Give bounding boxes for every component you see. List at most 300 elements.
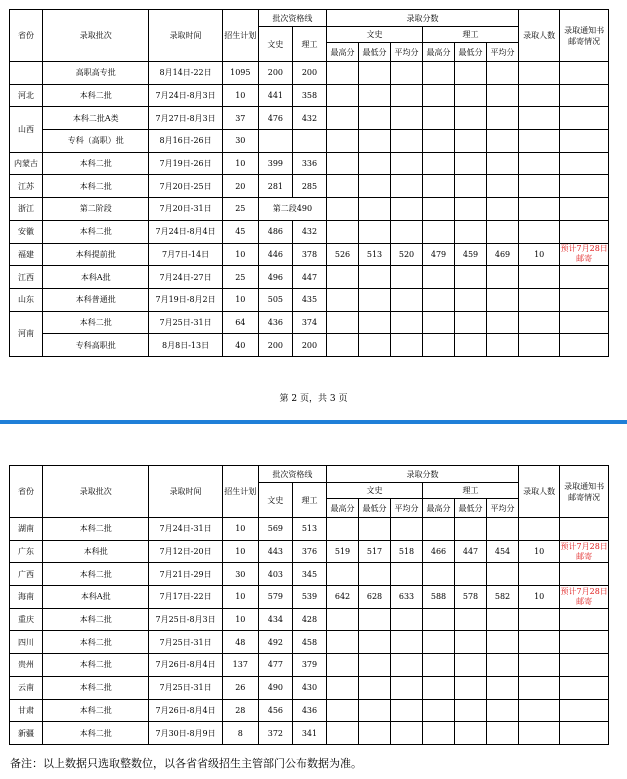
header-wen-max: 最高分 xyxy=(327,43,359,62)
batch-cell: 本科二批 xyxy=(43,518,149,541)
table-row xyxy=(10,220,609,243)
score-cell xyxy=(423,654,455,677)
score-cell xyxy=(359,175,391,198)
line-wen-cell: 441 xyxy=(258,84,292,107)
batch-cell: 高职高专批 xyxy=(43,62,149,85)
header-line-wen: 文史 xyxy=(258,27,292,62)
score-cell xyxy=(487,608,519,631)
time-cell: 7月26日-8月4日 xyxy=(149,699,222,722)
score-cell xyxy=(359,676,391,699)
line-wen-cell: 403 xyxy=(258,563,292,586)
score-cell: 518 xyxy=(391,540,423,563)
score-cell xyxy=(487,107,519,130)
plan-cell: 28 xyxy=(222,699,258,722)
score-cell xyxy=(455,175,487,198)
batch-cell: 本科A批 xyxy=(43,586,149,609)
province-cell: 甘肃 xyxy=(10,699,43,722)
header-li-min: 最低分 xyxy=(455,43,487,62)
notice-cell xyxy=(560,130,609,153)
header-batch: 录取批次 xyxy=(43,10,149,62)
plan-cell: 30 xyxy=(222,563,258,586)
header-line-li: 理工 xyxy=(292,27,326,62)
admitted-count-cell xyxy=(519,563,560,586)
line-li-cell xyxy=(292,130,326,153)
table-row xyxy=(10,311,609,334)
plan-cell: 10 xyxy=(222,586,258,609)
score-cell xyxy=(455,676,487,699)
plan-cell: 10 xyxy=(222,518,258,541)
plan-cell: 64 xyxy=(222,311,258,334)
score-cell xyxy=(327,198,359,221)
score-cell xyxy=(327,334,359,357)
score-cell xyxy=(487,62,519,85)
batch-cell: 本科提前批 xyxy=(43,243,149,266)
province-cell: 安徽 xyxy=(10,220,43,243)
admitted-count-cell xyxy=(519,608,560,631)
score-cell xyxy=(487,563,519,586)
header-province: 省份 xyxy=(10,10,43,62)
province-cell: 海南 xyxy=(10,586,43,609)
score-cell xyxy=(455,107,487,130)
time-cell: 7月12日-20日 xyxy=(149,540,222,563)
notice-cell xyxy=(560,266,609,289)
score-cell xyxy=(487,288,519,311)
admitted-count-cell xyxy=(519,722,560,745)
line-li-cell: 435 xyxy=(292,288,326,311)
plan-cell: 26 xyxy=(222,676,258,699)
score-cell xyxy=(391,220,423,243)
time-cell: 7月19日-26日 xyxy=(149,152,222,175)
line-wen-cell: 456 xyxy=(258,699,292,722)
table-row xyxy=(10,62,609,85)
admitted-count-cell: 10 xyxy=(519,243,560,266)
province-cell: 浙江 xyxy=(10,198,43,221)
score-cell xyxy=(359,334,391,357)
header-time: 录取时间 xyxy=(149,466,222,518)
line-li-cell: 447 xyxy=(292,266,326,289)
admitted-count-cell xyxy=(519,288,560,311)
admitted-count-cell xyxy=(519,266,560,289)
notice-cell xyxy=(560,654,609,677)
header-notice-mailing: 录取通知书邮寄情况 xyxy=(560,10,609,62)
line-wen-cell: 496 xyxy=(258,266,292,289)
notice-cell xyxy=(560,518,609,541)
score-cell xyxy=(391,722,423,745)
table-row xyxy=(10,586,609,609)
line-li-cell: 374 xyxy=(292,311,326,334)
province-cell: 新疆 xyxy=(10,722,43,745)
province-cell: 江西 xyxy=(10,266,43,289)
score-cell xyxy=(359,84,391,107)
header-li-avg: 平均分 xyxy=(487,499,519,518)
line-li-cell: 336 xyxy=(292,152,326,175)
line-li-cell: 513 xyxy=(292,518,326,541)
score-cell xyxy=(487,518,519,541)
batch-cell: 本科二批 xyxy=(43,311,149,334)
plan-cell: 10 xyxy=(222,288,258,311)
score-cell xyxy=(359,198,391,221)
province-cell: 山西 xyxy=(10,107,43,152)
line-li-cell: 430 xyxy=(292,676,326,699)
score-cell xyxy=(455,563,487,586)
batch-cell: 专科（高职）批 xyxy=(43,130,149,153)
header-li-min: 最低分 xyxy=(455,499,487,518)
header-plan: 招生计划 xyxy=(222,466,258,518)
score-cell xyxy=(423,175,455,198)
table-row xyxy=(10,722,609,745)
time-cell: 7月24日-31日 xyxy=(149,518,222,541)
score-cell xyxy=(327,654,359,677)
time-cell: 7月24日-27日 xyxy=(149,266,222,289)
score-cell xyxy=(327,130,359,153)
score-cell xyxy=(327,220,359,243)
score-cell xyxy=(327,518,359,541)
score-cell xyxy=(455,631,487,654)
province-cell: 广东 xyxy=(10,540,43,563)
score-cell xyxy=(359,608,391,631)
time-cell: 7月25日-31日 xyxy=(149,676,222,699)
admission-table-page-2 xyxy=(9,9,609,357)
admission-table-page-3 xyxy=(9,465,609,745)
province-cell: 山东 xyxy=(10,288,43,311)
score-cell xyxy=(487,130,519,153)
header-province: 省份 xyxy=(10,466,43,518)
header-qualification-line: 批次资格线 xyxy=(258,466,326,483)
admitted-count-cell xyxy=(519,631,560,654)
table-row xyxy=(10,152,609,175)
score-cell xyxy=(455,198,487,221)
score-cell xyxy=(487,84,519,107)
score-cell: 454 xyxy=(487,540,519,563)
line-wen-cell: 443 xyxy=(258,540,292,563)
plan-cell: 10 xyxy=(222,152,258,175)
score-cell xyxy=(423,722,455,745)
score-cell xyxy=(359,130,391,153)
header-wen-min: 最低分 xyxy=(359,43,391,62)
header-time: 录取时间 xyxy=(149,10,222,62)
time-cell: 7月20日-25日 xyxy=(149,175,222,198)
line-wen-cell: 372 xyxy=(258,722,292,745)
score-cell xyxy=(327,608,359,631)
header-plan: 招生计划 xyxy=(222,10,258,62)
score-cell: 513 xyxy=(359,243,391,266)
line-li-cell: 200 xyxy=(292,62,326,85)
score-cell xyxy=(487,220,519,243)
header-li-avg: 平均分 xyxy=(487,43,519,62)
admitted-count-cell xyxy=(519,107,560,130)
batch-cell: 本科普通批 xyxy=(43,288,149,311)
batch-cell: 第二阶段 xyxy=(43,198,149,221)
table-row xyxy=(10,175,609,198)
score-cell xyxy=(359,699,391,722)
score-cell xyxy=(391,699,423,722)
admitted-count-cell xyxy=(519,130,560,153)
score-cell: 588 xyxy=(423,586,455,609)
plan-cell: 10 xyxy=(222,608,258,631)
score-cell xyxy=(359,62,391,85)
time-cell: 7月26日-8月4日 xyxy=(149,654,222,677)
batch-cell: 本科二批 xyxy=(43,84,149,107)
time-cell: 7月25日-31日 xyxy=(149,631,222,654)
score-cell xyxy=(391,288,423,311)
score-cell: 459 xyxy=(455,243,487,266)
batch-cell: 本科二批 xyxy=(43,175,149,198)
plan-cell: 45 xyxy=(222,220,258,243)
score-cell xyxy=(423,107,455,130)
score-cell xyxy=(391,563,423,586)
line-li-cell: 358 xyxy=(292,84,326,107)
notice-cell xyxy=(560,175,609,198)
plan-cell: 25 xyxy=(222,198,258,221)
notice-cell xyxy=(560,334,609,357)
time-cell: 7月25日-8月3日 xyxy=(149,608,222,631)
score-cell xyxy=(487,334,519,357)
admitted-count-cell xyxy=(519,62,560,85)
province-cell: 四川 xyxy=(10,631,43,654)
score-cell xyxy=(327,62,359,85)
notice-cell xyxy=(560,198,609,221)
batch-cell: 本科二批 xyxy=(43,654,149,677)
score-cell xyxy=(487,175,519,198)
score-cell: 520 xyxy=(391,243,423,266)
table-row xyxy=(10,107,609,130)
score-cell xyxy=(327,676,359,699)
score-cell xyxy=(423,518,455,541)
line-wen-cell: 200 xyxy=(258,62,292,85)
admitted-count-cell xyxy=(519,654,560,677)
score-cell xyxy=(359,722,391,745)
header-qualification-line: 批次资格线 xyxy=(258,10,326,27)
score-cell xyxy=(423,220,455,243)
score-cell xyxy=(423,563,455,586)
header-line-li: 理工 xyxy=(292,483,326,518)
score-cell xyxy=(487,311,519,334)
notice-cell xyxy=(560,62,609,85)
line-li-cell: 379 xyxy=(292,654,326,677)
line-wen-cell: 505 xyxy=(258,288,292,311)
footnote: 备注：以上数据只选取整数位，以各省省级招生主管部门公布数据为准。 xyxy=(10,757,362,770)
plan-cell: 30 xyxy=(222,130,258,153)
province-cell: 河南 xyxy=(10,311,43,356)
admitted-count-cell xyxy=(519,334,560,357)
score-cell xyxy=(327,152,359,175)
table-row xyxy=(10,699,609,722)
header-score-li: 理工 xyxy=(423,27,519,43)
score-cell xyxy=(487,699,519,722)
header-li-max: 最高分 xyxy=(423,499,455,518)
score-cell xyxy=(359,266,391,289)
province-cell: 内蒙古 xyxy=(10,152,43,175)
score-cell xyxy=(455,130,487,153)
line-li-cell: 378 xyxy=(292,243,326,266)
batch-cell: 本科A批 xyxy=(43,266,149,289)
score-cell: 526 xyxy=(327,243,359,266)
score-cell xyxy=(487,152,519,175)
table-row xyxy=(10,243,609,266)
score-cell xyxy=(423,266,455,289)
score-cell xyxy=(391,198,423,221)
line-li-cell: 428 xyxy=(292,608,326,631)
time-cell: 7月30日-8月9日 xyxy=(149,722,222,745)
score-cell: 479 xyxy=(423,243,455,266)
time-cell: 8月14日-22日 xyxy=(149,62,222,85)
score-cell xyxy=(327,631,359,654)
score-cell xyxy=(391,311,423,334)
table-row xyxy=(10,676,609,699)
score-cell: 466 xyxy=(423,540,455,563)
admitted-count-cell xyxy=(519,311,560,334)
line-wen-cell: 477 xyxy=(258,654,292,677)
score-cell: 469 xyxy=(487,243,519,266)
time-cell: 7月24日-8月4日 xyxy=(149,220,222,243)
score-cell xyxy=(359,654,391,677)
plan-cell: 25 xyxy=(222,266,258,289)
score-cell xyxy=(327,107,359,130)
table-row xyxy=(10,334,609,357)
score-cell xyxy=(423,198,455,221)
batch-cell: 本科二批 xyxy=(43,152,149,175)
table-row xyxy=(10,608,609,631)
batch-cell: 本科二批A类 xyxy=(43,107,149,130)
header-notice-mailing: 录取通知书邮寄情况 xyxy=(560,466,609,518)
score-cell xyxy=(391,130,423,153)
score-cell xyxy=(487,654,519,677)
score-cell xyxy=(455,518,487,541)
header-score-wen: 文史 xyxy=(327,483,423,499)
score-cell xyxy=(487,631,519,654)
time-cell: 8月8日-13日 xyxy=(149,334,222,357)
time-cell: 7月27日-8月3日 xyxy=(149,107,222,130)
score-cell xyxy=(487,198,519,221)
score-cell xyxy=(487,676,519,699)
province-cell: 云南 xyxy=(10,676,43,699)
score-cell xyxy=(455,266,487,289)
province-cell: 广西 xyxy=(10,563,43,586)
plan-cell: 10 xyxy=(222,243,258,266)
batch-cell: 本科二批 xyxy=(43,722,149,745)
score-cell: 642 xyxy=(327,586,359,609)
batch-cell: 本科二批 xyxy=(43,631,149,654)
table-row xyxy=(10,130,609,153)
score-cell xyxy=(487,722,519,745)
score-cell xyxy=(359,631,391,654)
notice-cell: 预计7月28日邮寄 xyxy=(560,540,609,563)
line-wen-cell xyxy=(258,130,292,153)
score-cell: 633 xyxy=(391,586,423,609)
header-li-max: 最高分 xyxy=(423,43,455,62)
line-li-cell: 432 xyxy=(292,107,326,130)
plan-cell: 137 xyxy=(222,654,258,677)
plan-cell: 37 xyxy=(222,107,258,130)
header-score-li: 理工 xyxy=(423,483,519,499)
score-cell xyxy=(423,62,455,85)
score-cell xyxy=(455,334,487,357)
header-wen-avg: 平均分 xyxy=(391,43,423,62)
line-li-cell: 200 xyxy=(292,334,326,357)
score-cell xyxy=(327,288,359,311)
admitted-count-cell xyxy=(519,676,560,699)
table-row xyxy=(10,563,609,586)
admitted-count-cell xyxy=(519,220,560,243)
header-wen-max: 最高分 xyxy=(327,499,359,518)
province-cell: 湖南 xyxy=(10,518,43,541)
time-cell: 8月16日-26日 xyxy=(149,130,222,153)
notice-cell: 预计7月28日邮寄 xyxy=(560,243,609,266)
header-admitted-count: 录取人数 xyxy=(519,466,560,518)
score-cell xyxy=(391,266,423,289)
score-cell xyxy=(391,62,423,85)
batch-cell: 本科二批 xyxy=(43,676,149,699)
line-wen-cell: 200 xyxy=(258,334,292,357)
score-cell xyxy=(423,84,455,107)
notice-cell xyxy=(560,722,609,745)
score-cell xyxy=(359,311,391,334)
province-cell xyxy=(10,62,43,85)
score-cell xyxy=(455,62,487,85)
table-row xyxy=(10,198,609,221)
score-cell xyxy=(327,311,359,334)
score-cell xyxy=(455,699,487,722)
line-wen-cell: 399 xyxy=(258,152,292,175)
time-cell: 7月21日-29日 xyxy=(149,563,222,586)
score-cell xyxy=(359,107,391,130)
notice-cell: 预计7月28日邮寄 xyxy=(560,586,609,609)
score-cell xyxy=(391,518,423,541)
line-wen-cell: 434 xyxy=(258,608,292,631)
score-cell xyxy=(359,563,391,586)
line-li-cell: 436 xyxy=(292,699,326,722)
score-cell xyxy=(423,288,455,311)
score-cell xyxy=(423,152,455,175)
admitted-count-cell xyxy=(519,699,560,722)
line-wen-cell: 569 xyxy=(258,518,292,541)
line-wen-cell: 281 xyxy=(258,175,292,198)
header-wen-avg: 平均分 xyxy=(391,499,423,518)
score-cell xyxy=(455,288,487,311)
score-cell xyxy=(391,654,423,677)
admitted-count-cell: 10 xyxy=(519,586,560,609)
score-cell xyxy=(359,152,391,175)
score-cell xyxy=(391,676,423,699)
admitted-count-cell xyxy=(519,518,560,541)
header-admitted-count: 录取人数 xyxy=(519,10,560,62)
table-row xyxy=(10,518,609,541)
line-wen-cell: 486 xyxy=(258,220,292,243)
score-cell xyxy=(455,654,487,677)
table-row xyxy=(10,631,609,654)
time-cell: 7月19日-8月2日 xyxy=(149,288,222,311)
notice-cell xyxy=(560,84,609,107)
notice-cell xyxy=(560,608,609,631)
header-admission-scores: 录取分数 xyxy=(327,466,519,483)
line-li-cell: 376 xyxy=(292,540,326,563)
time-cell: 7月24日-8月3日 xyxy=(149,84,222,107)
plan-cell: 10 xyxy=(222,84,258,107)
notice-cell xyxy=(560,288,609,311)
score-cell: 578 xyxy=(455,586,487,609)
table-row xyxy=(10,84,609,107)
score-cell: 582 xyxy=(487,586,519,609)
batch-cell: 本科批 xyxy=(43,540,149,563)
score-cell: 447 xyxy=(455,540,487,563)
line-li-cell: 341 xyxy=(292,722,326,745)
score-cell xyxy=(455,152,487,175)
score-cell xyxy=(487,266,519,289)
admitted-count-cell xyxy=(519,198,560,221)
score-cell xyxy=(391,84,423,107)
line-wen-cell: 579 xyxy=(258,586,292,609)
score-cell: 519 xyxy=(327,540,359,563)
